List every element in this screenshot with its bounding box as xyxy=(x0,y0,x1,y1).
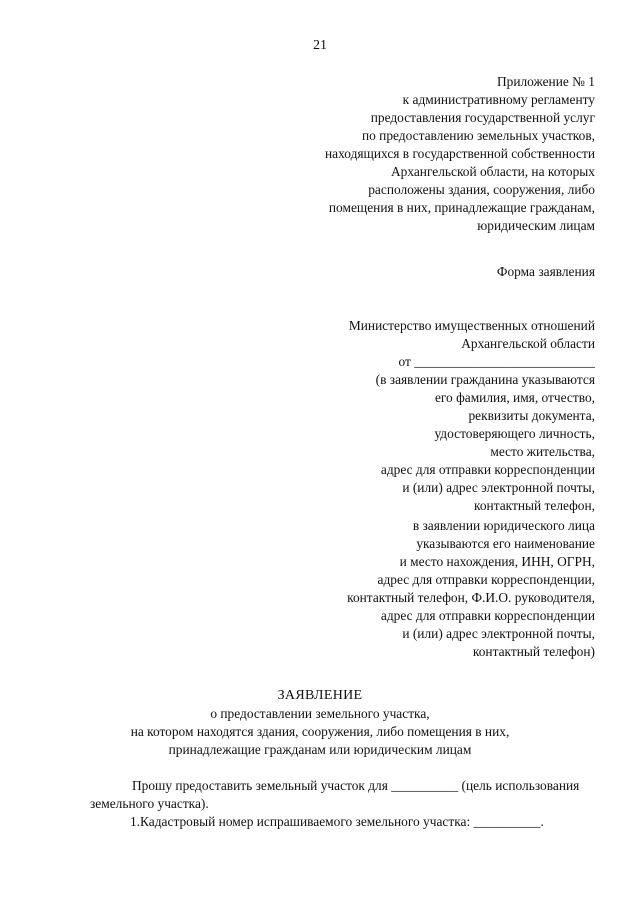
legal-entity-line: адрес для отправки корреспонденции xyxy=(380,608,595,623)
appendix-header xyxy=(175,73,595,235)
form-label xyxy=(175,263,595,281)
statement-subtitle-line: принадлежащие гражданам или юридическим лицам xyxy=(168,742,472,757)
legal-entity-line: контактный телефон, Ф.И.О. руководителя, xyxy=(347,590,595,605)
recipient-line: и (или) адрес электронной почты, xyxy=(402,480,595,495)
applicant-from-line: от ___________________________ xyxy=(398,354,595,369)
appendix-line: помещения в них, принадлежащие гражданам, xyxy=(328,200,595,215)
statement-subtitle-line: на котором находятся здания, сооружения, либо помещения в них, xyxy=(130,724,510,739)
legal-entity-block xyxy=(175,517,595,661)
cadastral-number-item: 1.Кадастровый номер испрашиваемого земельного участка: __________. xyxy=(130,814,544,829)
recipient-line: (в заявлении гражданина указываются xyxy=(375,372,595,387)
appendix-line: Приложение № 1 xyxy=(496,74,595,89)
recipient-line: Архангельской области xyxy=(461,336,595,351)
recipient-line: его фамилия, имя, отчество, xyxy=(434,390,595,405)
page-number: 21 xyxy=(313,38,327,53)
appendix-line: расположены здания, сооружения, либо xyxy=(368,182,595,197)
request-paragraph-line: Прошу предоставить земельный участок для __________ (цель использования xyxy=(132,778,580,793)
appendix-line: юридическим лицам xyxy=(477,218,595,233)
statement-body xyxy=(90,777,595,831)
recipient-block xyxy=(175,317,595,515)
appendix-line: по предоставлению земельных участков, xyxy=(361,128,595,143)
request-paragraph-line: земельного участка). xyxy=(90,796,209,811)
appendix-line: находящихся в государственной собственности xyxy=(324,146,595,161)
legal-entity-line: адрес для отправки корреспонденции, xyxy=(377,572,595,587)
statement-subtitle-line: о предоставлении земельного участка, xyxy=(210,706,430,721)
appendix-line: Архангельской области, на которых xyxy=(390,164,595,179)
legal-entity-line: и место нахождения, ИНН, ОГРН, xyxy=(399,554,595,569)
statement-heading: ЗАЯВЛЕНИЕ xyxy=(277,688,363,703)
recipient-line: Министерство имущественных отношений xyxy=(348,318,595,333)
appendix-line: предоставления государственной услуг xyxy=(370,110,595,125)
recipient-line: адрес для отправки корреспонденции xyxy=(380,462,595,477)
form-label-text: Форма заявления xyxy=(496,264,595,279)
statement-title xyxy=(0,687,640,759)
appendix-line: к административному регламенту xyxy=(402,92,595,107)
recipient-line: контактный телефон, xyxy=(474,498,595,513)
legal-entity-line: в заявлении юридического лица xyxy=(412,518,595,533)
legal-entity-line: контактный телефон) xyxy=(472,644,595,659)
legal-entity-line: и (или) адрес электронной почты, xyxy=(402,626,595,641)
recipient-line: удостоверяющего личность, xyxy=(434,426,595,441)
recipient-line: реквизиты документа, xyxy=(468,408,595,423)
legal-entity-line: указываются его наименование xyxy=(416,536,595,551)
recipient-line: место жительства, xyxy=(490,444,595,459)
